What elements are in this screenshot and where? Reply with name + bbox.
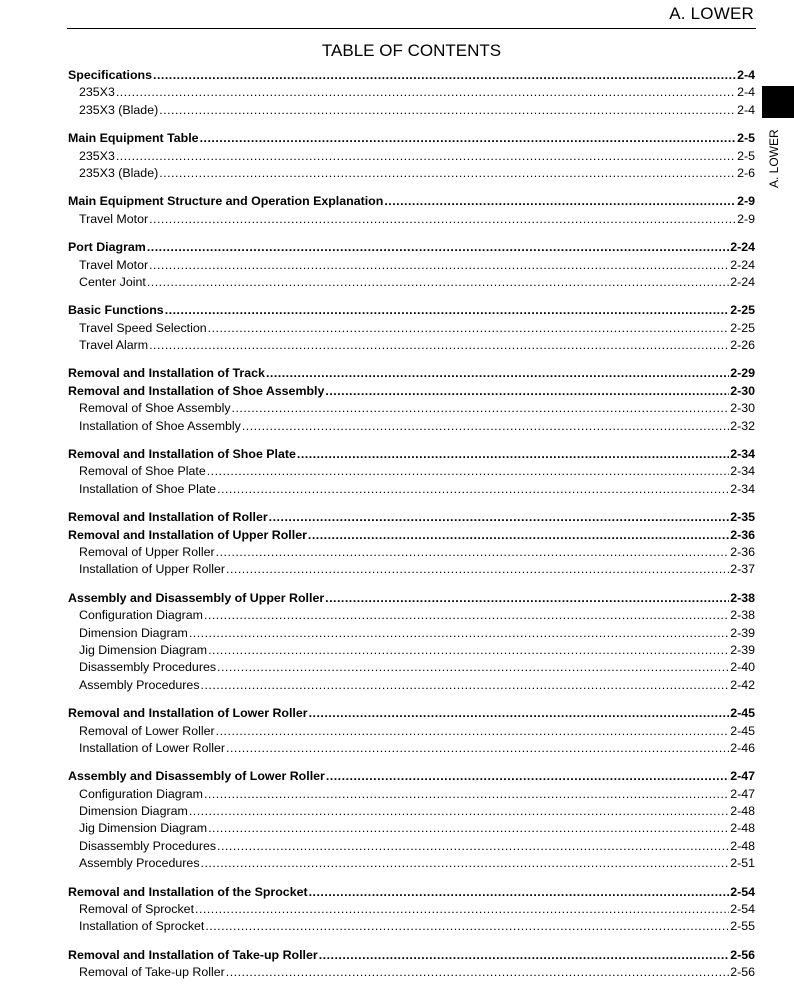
entry-page-number: 2-24	[730, 257, 755, 272]
dot-leader	[325, 383, 729, 400]
entry-page-number: 2-39	[730, 642, 755, 657]
header-rule	[67, 28, 756, 29]
toc-main-entry[interactable]	[68, 884, 755, 901]
toc-main-entry[interactable]	[68, 446, 755, 463]
dot-leader	[226, 964, 729, 981]
toc-sub-entry[interactable]	[68, 625, 755, 642]
entry-page-number: 2-39	[730, 625, 755, 640]
entry-title: Removal and Installation of Roller	[68, 510, 268, 525]
entry-page-number: 2-25	[730, 320, 755, 335]
entry-title: Installation of Sprocket	[79, 919, 205, 934]
entry-title: Assembly and Disassembly of Lower Roller	[68, 769, 325, 784]
toc-sub-entry[interactable]	[68, 820, 755, 837]
dot-leader	[201, 677, 730, 694]
toc-sub-entry[interactable]	[68, 418, 755, 435]
entry-page-number: 2-30	[730, 401, 755, 416]
table-of-contents	[68, 67, 755, 993]
dot-leader	[208, 820, 729, 837]
entry-title: Specifications	[68, 68, 153, 82]
entry-page-number: 2-4	[737, 102, 755, 117]
side-tab-text: A. LOWER	[767, 129, 781, 188]
toc-main-entry[interactable]	[68, 302, 755, 319]
dot-leader	[149, 211, 736, 228]
dot-leader	[147, 239, 729, 256]
entry-title: Removal of Shoe Assembly	[79, 401, 231, 416]
toc-section	[68, 67, 755, 119]
entry-title: Removal and Installation of Upper Roller	[68, 527, 307, 542]
entry-page-number: 2-56	[730, 947, 755, 962]
entry-page-number: 2-45	[730, 723, 755, 738]
toc-sub-entry[interactable]	[68, 607, 755, 624]
dot-leader	[149, 337, 729, 354]
toc-section	[68, 509, 755, 579]
entry-title: Center Joint	[79, 274, 146, 289]
entry-page-number: 2-9	[737, 194, 755, 209]
entry-page-number: 2-56	[730, 965, 755, 980]
entry-title: Disassembly Procedures	[79, 660, 217, 675]
chapter-tab-marker	[762, 86, 794, 118]
entry-page-number: 2-38	[730, 608, 755, 623]
dot-leader	[208, 320, 730, 337]
toc-main-entry[interactable]	[68, 509, 755, 526]
entry-title: Configuration Diagram	[79, 786, 203, 801]
entry-page-number: 2-30	[730, 383, 755, 398]
toc-sub-entry[interactable]	[68, 901, 755, 918]
toc-sub-entry[interactable]	[68, 918, 755, 935]
toc-sub-entry[interactable]	[68, 274, 755, 291]
dot-leader	[204, 786, 729, 803]
toc-section	[68, 884, 755, 936]
entry-title: Removal and Installation of Lower Roller	[68, 706, 308, 721]
dot-leader	[159, 102, 736, 119]
entry-page-number: 2-46	[730, 740, 755, 755]
toc-sub-entry[interactable]	[68, 642, 755, 659]
dot-leader	[216, 544, 730, 561]
toc-sub-entry[interactable]	[68, 786, 755, 803]
chapter-title: A. LOWER	[669, 4, 754, 23]
toc-section	[68, 193, 755, 228]
entry-title: Travel Motor	[79, 211, 149, 226]
entry-page-number: 2-5	[737, 131, 755, 146]
dot-leader	[309, 705, 730, 722]
toc-sub-entry[interactable]	[68, 803, 755, 820]
toc-sub-entry[interactable]	[68, 102, 755, 119]
dot-leader	[189, 803, 729, 820]
dot-leader	[326, 768, 729, 785]
dot-leader	[242, 418, 729, 435]
entry-page-number: 2-38	[730, 590, 755, 605]
entry-title: Travel Motor	[79, 257, 149, 272]
dot-leader	[325, 590, 729, 607]
entry-title: Removal and Installation of Shoe Plate	[68, 447, 296, 462]
toc-main-entry[interactable]	[68, 527, 755, 544]
toc-sub-entry[interactable]	[68, 659, 755, 676]
toc-sub-entry[interactable]	[68, 544, 755, 561]
dot-leader	[308, 527, 729, 544]
entry-title: Removal and Installation of Shoe Assembly	[68, 383, 325, 398]
entry-title: Removal of Upper Roller	[79, 544, 215, 559]
entry-title: Main Equipment Table	[68, 131, 199, 146]
entry-page-number: 2-36	[730, 544, 755, 559]
toc-section	[68, 590, 755, 694]
dot-leader	[153, 67, 736, 84]
entry-page-number: 2-34	[730, 464, 755, 479]
entry-title: Removal and Installation of Take-up Roller	[68, 947, 318, 962]
entry-page-number: 2-45	[730, 706, 755, 721]
dot-leader	[116, 148, 736, 165]
toc-main-entry[interactable]	[68, 130, 755, 147]
toc-sub-entry[interactable]	[68, 337, 755, 354]
entry-title: 235X3	[79, 85, 115, 100]
dot-leader	[216, 723, 730, 740]
toc-sub-entry[interactable]	[68, 855, 755, 872]
dot-leader	[297, 446, 729, 463]
entry-page-number: 2-35	[730, 510, 755, 525]
dot-leader	[147, 274, 729, 291]
entry-page-number: 2-25	[730, 303, 755, 318]
dot-leader	[309, 884, 730, 901]
dot-leader	[204, 607, 729, 624]
toc-main-entry[interactable]	[68, 383, 755, 400]
entry-page-number: 2-54	[730, 902, 755, 917]
dot-leader	[269, 509, 730, 526]
dot-leader	[266, 365, 729, 382]
toc-section	[68, 446, 755, 498]
toc-sub-entry[interactable]	[68, 838, 755, 855]
toc-sub-entry[interactable]	[68, 257, 755, 274]
toc-sub-entry[interactable]	[68, 463, 755, 480]
dot-leader	[116, 84, 736, 101]
entry-title: Assembly and Disassembly of Upper Roller	[68, 590, 325, 605]
dot-leader	[165, 302, 729, 319]
toc-section	[68, 302, 755, 354]
toc-sub-entry[interactable]	[68, 165, 755, 182]
dot-leader	[217, 838, 729, 855]
toc-sub-entry[interactable]	[68, 740, 755, 757]
entry-page-number: 2-55	[730, 919, 755, 934]
entry-title: Port Diagram	[68, 240, 146, 255]
entry-title: Jig Dimension Diagram	[79, 642, 208, 657]
entry-page-number: 2-48	[730, 821, 755, 836]
entry-page-number: 2-34	[730, 447, 755, 462]
entry-title: Disassembly Procedures	[79, 838, 217, 853]
entry-page-number: 2-40	[730, 660, 755, 675]
entry-page-number: 2-48	[730, 804, 755, 819]
toc-sub-entry[interactable]	[68, 211, 755, 228]
entry-page-number: 2-4	[737, 85, 755, 100]
dot-leader	[217, 659, 729, 676]
entry-title: Removal and Installation of the Sprocket	[68, 884, 308, 899]
toc-section	[68, 365, 755, 435]
dot-leader	[205, 918, 729, 935]
entry-page-number: 2-37	[730, 562, 755, 577]
entry-page-number: 2-4	[737, 68, 755, 82]
toc-main-entry[interactable]	[68, 590, 755, 607]
entry-title: 235X3	[79, 148, 115, 163]
entry-title: Installation of Shoe Plate	[79, 481, 217, 496]
entry-page-number: 2-9	[737, 211, 755, 226]
toc-main-entry[interactable]	[68, 67, 755, 84]
toc-section	[68, 705, 755, 757]
dot-leader	[149, 257, 729, 274]
entry-page-number: 2-24	[730, 240, 755, 255]
entry-title: Basic Functions	[68, 303, 164, 318]
dot-leader	[226, 561, 729, 578]
page-title: TABLE OF CONTENTS	[321, 41, 502, 60]
toc-main-entry[interactable]	[68, 947, 755, 964]
toc-sub-entry[interactable]	[68, 148, 755, 165]
toc-section	[68, 768, 755, 872]
dot-leader	[189, 625, 729, 642]
toc-main-entry[interactable]	[68, 193, 755, 210]
entry-title: Jig Dimension Diagram	[79, 821, 208, 836]
entry-title: Assembly Procedures	[79, 856, 200, 871]
entry-title: Installation of Lower Roller	[79, 740, 226, 755]
toc-section	[68, 947, 755, 982]
dot-leader	[217, 481, 729, 498]
toc-main-entry[interactable]	[68, 365, 755, 382]
dot-leader	[226, 740, 729, 757]
entry-page-number: 2-29	[730, 366, 755, 381]
dot-leader	[195, 901, 729, 918]
entry-title: Removal and Installation of Track	[68, 366, 265, 381]
entry-page-number: 2-47	[730, 786, 755, 801]
dot-leader	[232, 400, 730, 417]
entry-title: Installation of Upper Roller	[79, 562, 226, 577]
dot-leader	[200, 130, 737, 147]
entry-title: Removal of Shoe Plate	[79, 464, 206, 479]
entry-title: Dimension Diagram	[79, 804, 188, 819]
dot-leader	[319, 947, 729, 964]
entry-title: Travel Alarm	[79, 338, 149, 353]
entry-page-number: 2-34	[730, 481, 755, 496]
entry-title: 235X3 (Blade)	[79, 165, 159, 180]
toc-section	[68, 239, 755, 291]
toc-sub-entry[interactable]	[68, 723, 755, 740]
dot-leader	[159, 165, 736, 182]
entry-page-number: 2-47	[730, 769, 755, 784]
toc-section	[68, 130, 755, 182]
dot-leader	[201, 855, 730, 872]
toc-sub-entry[interactable]	[68, 320, 755, 337]
toc-sub-entry[interactable]	[68, 964, 755, 981]
dot-leader	[208, 642, 729, 659]
entry-page-number: 2-24	[730, 274, 755, 289]
toc-sub-entry[interactable]	[68, 84, 755, 101]
entry-title: 235X3 (Blade)	[79, 102, 159, 117]
entry-page-number: 2-26	[730, 338, 755, 353]
entry-page-number: 2-6	[737, 165, 755, 180]
entry-page-number: 2-48	[730, 838, 755, 853]
entry-title: Assembly Procedures	[79, 677, 200, 692]
entry-page-number: 2-5	[737, 148, 755, 163]
entry-title: Removal of Take-up Roller	[79, 965, 225, 980]
entry-title: Main Equipment Structure and Operation Explanation	[68, 194, 384, 209]
toc-main-entry[interactable]	[68, 705, 755, 722]
entry-title: Removal of Lower Roller	[79, 723, 215, 738]
entry-page-number: 2-51	[730, 856, 755, 871]
dot-leader	[207, 463, 729, 480]
toc-sub-entry[interactable]	[68, 677, 755, 694]
entry-title: Configuration Diagram	[79, 608, 203, 623]
entry-page-number: 2-54	[730, 884, 755, 899]
entry-page-number: 2-32	[730, 418, 755, 433]
toc-main-entry[interactable]	[68, 239, 755, 256]
dot-leader	[384, 193, 736, 210]
entry-title: Installation of Shoe Assembly	[79, 418, 241, 433]
entry-title: Dimension Diagram	[79, 625, 188, 640]
entry-title: Travel Speed Selection	[79, 320, 207, 335]
toc-sub-entry[interactable]	[68, 400, 755, 417]
entry-page-number: 2-36	[730, 527, 755, 542]
entry-title: Removal of Sprocket	[79, 902, 195, 917]
toc-sub-entry[interactable]	[68, 561, 755, 578]
entry-page-number: 2-42	[730, 677, 755, 692]
toc-main-entry[interactable]	[68, 768, 755, 785]
toc-sub-entry[interactable]	[68, 481, 755, 498]
